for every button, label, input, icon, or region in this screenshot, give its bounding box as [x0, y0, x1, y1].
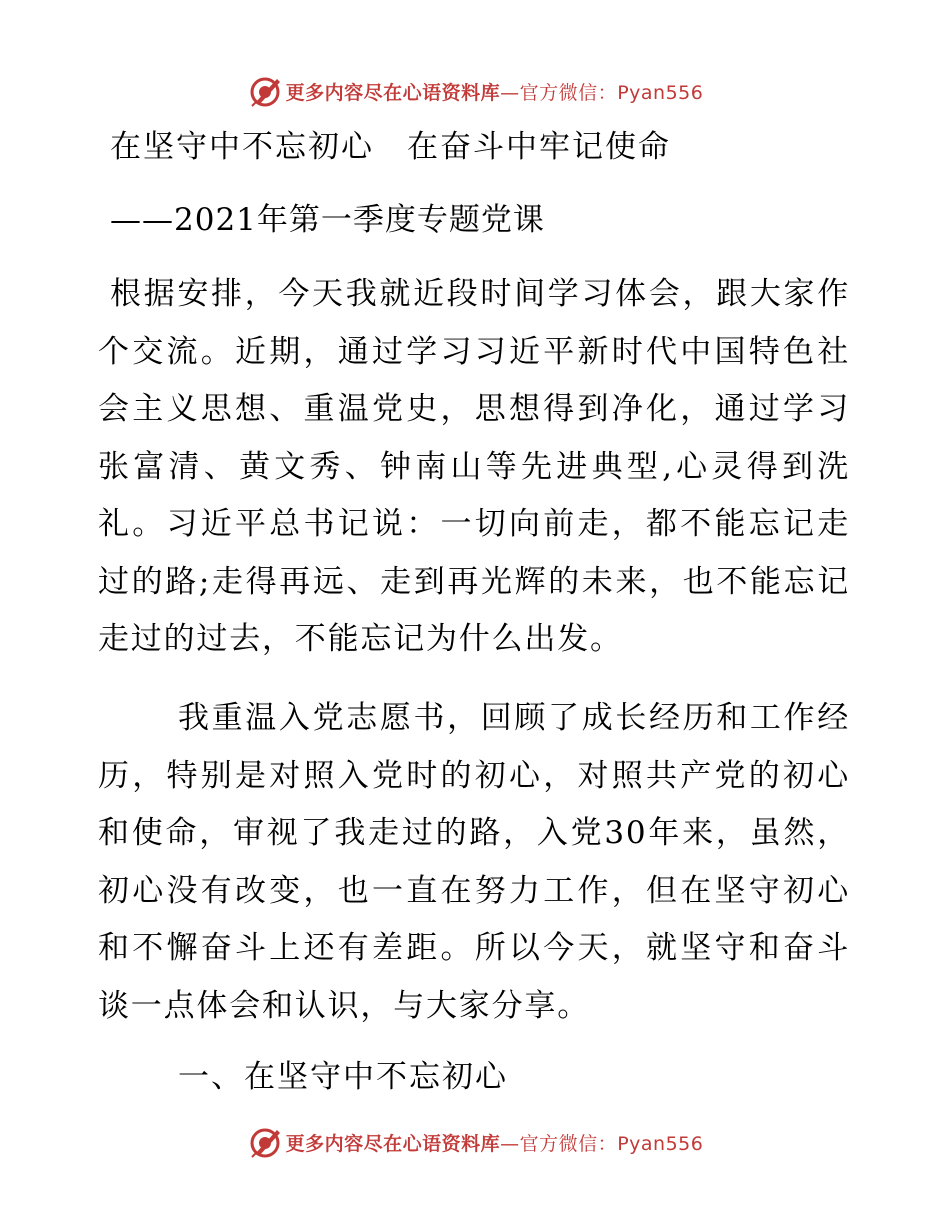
- banner-official-text: 官方微信：: [519, 1132, 618, 1155]
- banner-text: [286, 1129, 704, 1156]
- document-subtitle: ——2021年第一季度专题党课: [110, 202, 545, 238]
- banner-main-text: 更多内容尽在心语资料库: [285, 1132, 501, 1155]
- banner-text: [286, 78, 704, 105]
- banner-main-text: 更多内容尽在心语资料库: [285, 81, 501, 104]
- banner-official-text: 官方微信：: [519, 81, 618, 104]
- footer-watermark-banner: [0, 1122, 950, 1162]
- section-heading: 一、在坚守中不忘初心: [178, 1059, 508, 1095]
- quill-circle-logo-icon: [247, 73, 283, 109]
- document-title: 在坚守中不忘初心 在奋斗中牢记使命: [110, 129, 671, 165]
- body-paragraph-1: 根据安排，今天我就近段时间学习体会，跟大家作个交流。近期，通过学习习近平新时代中国特色社会主义思想、重温党史，思想得到净化，通过学习张富清、黄文秀、钟南山等先进典型,心灵得到洗礼。习近平总书记说：一切向前走，都不能忘记走过的路;走得再远、走到再光辉的未来，也不能忘记走过的过去，不能忘记为什么出发。: [98, 276, 850, 657]
- banner-dash: —: [500, 81, 520, 104]
- banner-dash: —: [500, 1132, 520, 1155]
- quill-circle-logo-icon: [247, 1124, 283, 1160]
- banner-wechat-id: Pyan556: [617, 81, 704, 104]
- banner-wechat-id: Pyan556: [617, 1132, 704, 1155]
- body-paragraph-2: 我重温入党志愿书，回顾了成长经历和工作经历，特别是对照入党时的初心，对照共产党的初心和使命，审视了我走过的路，入党30年来，虽然，初心没有改变，也一直在努力工作，但在坚守初心和不懈奋斗上还有差距。所以今天，就坚守和奋斗谈一点体会和认识，与大家分享。: [98, 700, 850, 1024]
- header-watermark-banner: [0, 71, 950, 111]
